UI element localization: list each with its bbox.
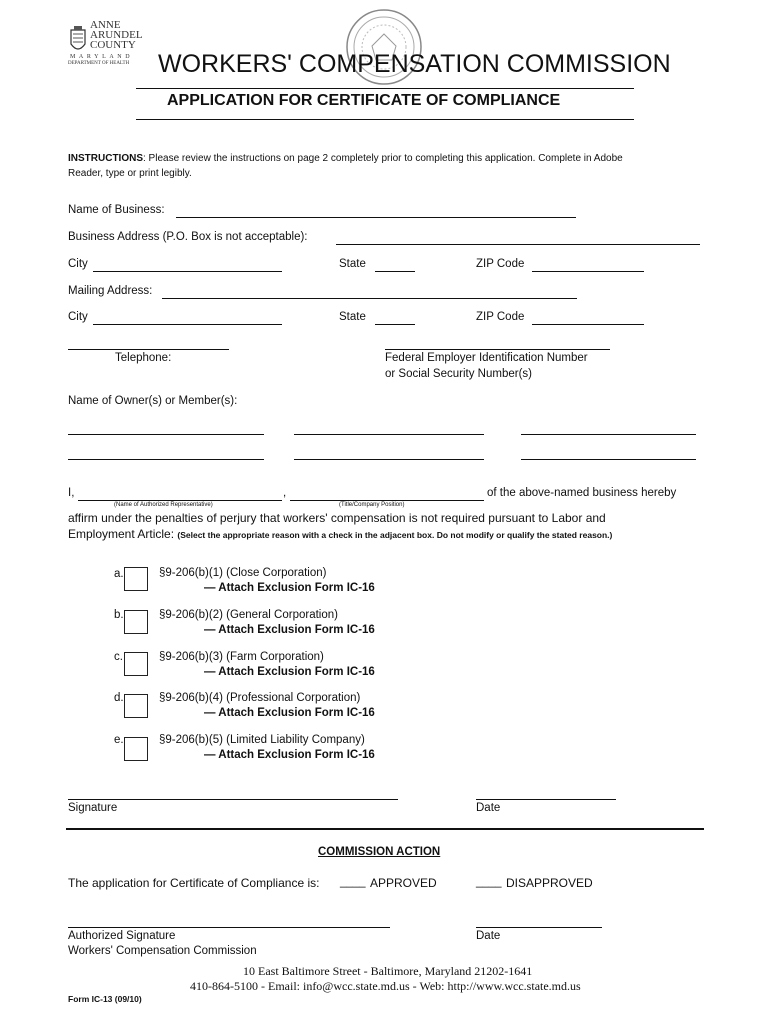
- form-id: Form IC-13 (09/10): [68, 994, 142, 1004]
- mailing-state-label: State: [339, 311, 366, 323]
- affirm-suffix: of the above-named business hereby: [487, 487, 677, 499]
- rep-name-line: [78, 500, 282, 501]
- authorized-signature-line: [68, 927, 390, 928]
- logo-line-2: ARUNDEL: [90, 29, 143, 41]
- logo-line-5: DEPARTMENT OF HEALTH: [68, 61, 130, 66]
- option-b-attach: — Attach Exclusion Form IC-16: [204, 624, 375, 636]
- option-e-checkbox[interactable]: [124, 737, 148, 761]
- owners-label: Name of Owner(s) or Member(s):: [68, 395, 238, 407]
- zip-input[interactable]: [534, 257, 642, 271]
- instructions-text-2: Reader, type or print legibly.: [68, 168, 192, 179]
- option-a-attach: — Attach Exclusion Form IC-16: [204, 582, 375, 594]
- option-d-letter: d.: [114, 692, 124, 704]
- option-c-attach: — Attach Exclusion Form IC-16: [204, 666, 375, 678]
- subtitle-rule: [136, 119, 634, 120]
- rep-name-input[interactable]: [80, 486, 280, 500]
- telephone-line: [68, 349, 229, 350]
- mailing-zip-input[interactable]: [534, 310, 642, 324]
- instructions-label: INSTRUCTIONS: [68, 153, 143, 164]
- name-of-business-input[interactable]: [178, 203, 574, 217]
- owner-line-5: [294, 459, 484, 460]
- owner-line-3: [521, 434, 696, 435]
- authorized-signature-input[interactable]: [70, 913, 388, 927]
- option-b-letter: b.: [114, 609, 124, 621]
- owner-line-1: [68, 434, 264, 435]
- signature-date-input[interactable]: [478, 785, 614, 799]
- logo-line-3: COUNTY: [90, 39, 136, 51]
- owner-input-5[interactable]: [296, 445, 482, 459]
- logo-line-4: MARYLAND: [70, 54, 134, 60]
- approved-blank: ____: [340, 876, 366, 888]
- signature-line: [68, 799, 398, 800]
- fein-input[interactable]: [387, 335, 608, 349]
- page-subtitle: APPLICATION FOR CERTIFICATE OF COMPLIANCE: [167, 92, 561, 109]
- footer-contact: 410-864-5100 - Email: info@wcc.state.md.us - Web: http://www.wcc.state.md.us: [190, 979, 581, 993]
- mailing-state-line: [375, 324, 415, 325]
- affirm-line-2: affirm under the penalties of perjury that workers' compensation is not required pursuant to Labor and: [68, 511, 606, 525]
- option-d-section: §9-206(b)(4) (Professional Corporation): [159, 692, 361, 704]
- signature-label: Signature: [68, 802, 118, 814]
- rep-title-caption: (Title/Company Position): [339, 502, 405, 508]
- owner-line-6: [521, 459, 696, 460]
- commission-org: Workers' Compensation Commission: [68, 945, 257, 957]
- state-input[interactable]: [377, 257, 413, 271]
- owner-input-6[interactable]: [523, 445, 694, 459]
- mailing-zip-line: [532, 324, 644, 325]
- owner-input-3[interactable]: [523, 420, 694, 434]
- page-title: WORKERS' COMPENSATION COMMISSION: [158, 50, 671, 78]
- authorized-signature-label: Authorized Signature: [68, 930, 176, 942]
- owner-input-2[interactable]: [296, 420, 482, 434]
- name-of-business-label: Name of Business:: [68, 204, 165, 216]
- commission-date-input[interactable]: [478, 913, 600, 927]
- mailing-city-input[interactable]: [95, 310, 280, 324]
- city-input[interactable]: [95, 257, 280, 271]
- rep-name-caption: (Name of Authorized Representative): [114, 502, 213, 508]
- state-label: State: [339, 258, 366, 270]
- fein-label-2: or Social Security Number(s): [385, 368, 532, 380]
- option-d-checkbox[interactable]: [124, 694, 148, 718]
- signature-date-label: Date: [476, 802, 501, 814]
- option-a-letter: a.: [114, 568, 124, 580]
- option-a-checkbox[interactable]: [124, 567, 148, 591]
- commission-heading: COMMISSION ACTION: [318, 846, 441, 858]
- name-of-business-line: [176, 217, 576, 218]
- mailing-city-label: City: [68, 311, 88, 323]
- section-divider: [66, 828, 704, 830]
- signature-date-line: [476, 799, 616, 800]
- option-e-section: §9-206(b)(5) (Limited Liability Company): [159, 734, 365, 746]
- zip-line: [532, 271, 644, 272]
- owner-input-4[interactable]: [70, 445, 262, 459]
- signature-input[interactable]: [70, 785, 396, 799]
- affirm-line-3: [68, 527, 612, 541]
- mailing-city-line: [93, 324, 282, 325]
- instructions: [68, 153, 623, 164]
- city-line: [93, 271, 282, 272]
- fein-label-1: Federal Employer Identification Number: [385, 352, 588, 364]
- mailing-address-label: Mailing Address:: [68, 285, 153, 297]
- option-b-checkbox[interactable]: [124, 610, 148, 634]
- owner-line-4: [68, 459, 264, 460]
- disapproved-blank: ____: [476, 876, 502, 888]
- commission-statement: The application for Certificate of Compliance is:: [68, 876, 320, 890]
- rep-title-input[interactable]: [292, 486, 482, 500]
- owner-line-2: [294, 434, 484, 435]
- affirm-comma: ,: [283, 487, 287, 499]
- instructions-text: : Please review the instructions on page 2 completely prior to completing this application. Complete in Adobe: [143, 153, 623, 164]
- business-address-label: Business Address (P.O. Box is not acceptable):: [68, 231, 308, 243]
- mailing-address-line: [162, 298, 577, 299]
- commission-date-label: Date: [476, 930, 501, 942]
- business-address-input[interactable]: [338, 230, 698, 244]
- county-logo: [68, 20, 144, 66]
- footer-address: 10 East Baltimore Street - Baltimore, Maryland 21202-1641: [243, 964, 533, 978]
- mailing-address-input[interactable]: [164, 284, 575, 298]
- option-a-section: §9-206(b)(1) (Close Corporation): [159, 567, 327, 579]
- disapproved-label: DISAPPROVED: [506, 876, 593, 890]
- option-c-checkbox[interactable]: [124, 652, 148, 676]
- logo-line-1: ANNE: [90, 19, 121, 31]
- option-d-attach: — Attach Exclusion Form IC-16: [204, 707, 375, 719]
- option-b-section: §9-206(b)(2) (General Corporation): [159, 609, 338, 621]
- approved-label: APPROVED: [370, 876, 437, 890]
- rep-title-line: [290, 500, 484, 501]
- mailing-zip-label: ZIP Code: [476, 311, 525, 323]
- option-e-letter: e.: [114, 734, 124, 746]
- option-e-attach: — Attach Exclusion Form IC-16: [204, 749, 375, 761]
- city-label: City: [68, 258, 88, 270]
- affirm-line-3-bold: (Select the appropriate reason with a check in the adjacent box. Do not modify or qualify the stated reason.): [177, 530, 613, 540]
- business-address-line: [336, 244, 700, 245]
- telephone-input[interactable]: [70, 335, 227, 349]
- zip-label: ZIP Code: [476, 258, 525, 270]
- telephone-label: Telephone:: [115, 352, 172, 364]
- title-rule: [136, 88, 634, 89]
- commission-date-line: [476, 927, 602, 928]
- option-c-letter: c.: [114, 651, 123, 663]
- affirm-line-3-prefix: Employment Article:: [68, 527, 178, 541]
- option-c-section: §9-206(b)(3) (Farm Corporation): [159, 651, 324, 663]
- fein-line: [385, 349, 610, 350]
- state-line: [375, 271, 415, 272]
- mailing-state-input[interactable]: [377, 310, 413, 324]
- owner-input-1[interactable]: [70, 420, 262, 434]
- affirm-i: I,: [68, 487, 75, 499]
